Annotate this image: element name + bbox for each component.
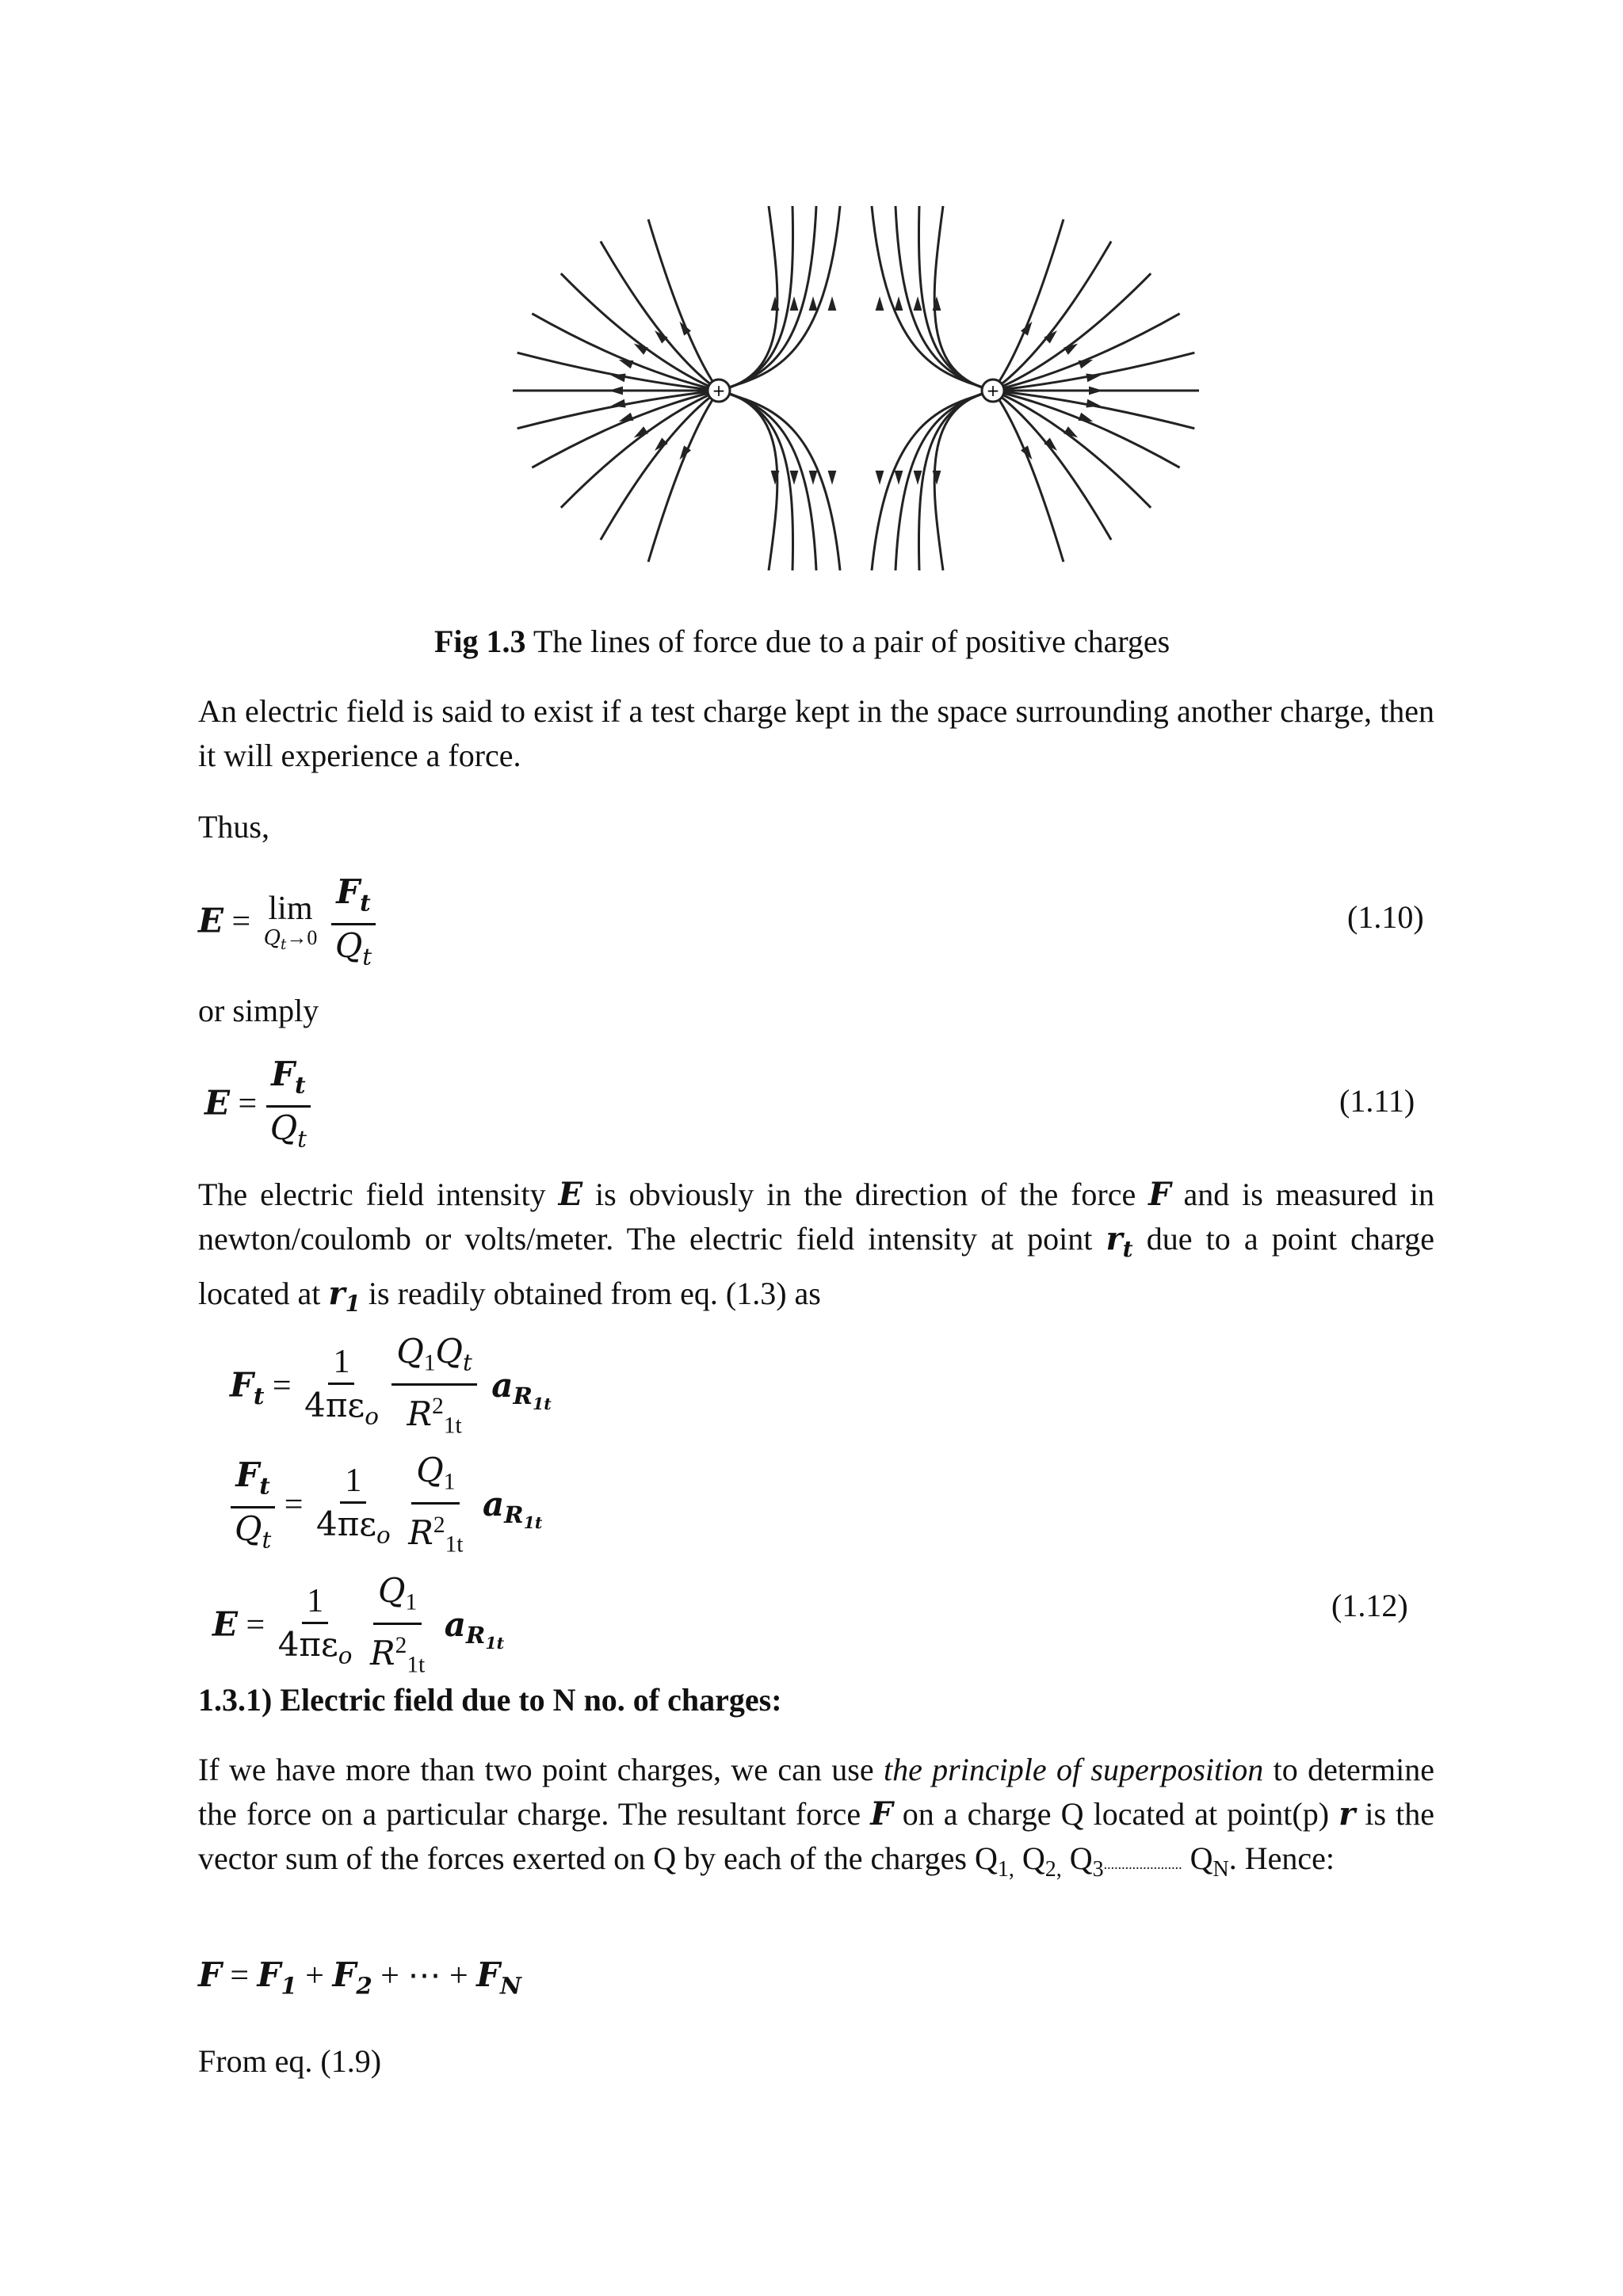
field-line-left-outer [532,314,719,391]
field-line-right-outer [993,273,1151,391]
from-eq-text: From eq. (1.9) [198,2043,382,2079]
field-line-left-inner-bottom [719,391,816,570]
field-arrow [1089,387,1103,395]
field-line-left-inner-top [719,206,777,391]
field-line-left-inner-bottom [719,391,793,570]
paragraph-field-intensity: The electric field intensity E is obviously in the direction of the force F and is measured in newton/coulomb or volts/meter. The electric field intensity at point $r_t$ due to a point charge located at $r_1$ is readily obtained from eq. (1.3) as [198,1176,1435,1317]
field-line-left-outer [517,353,719,391]
field-arrow [1079,360,1094,368]
field-line-left-inner-bottom [719,391,840,570]
field-arrow [619,360,634,368]
thus-text: Thus, [198,809,269,845]
field-arrow [876,471,884,485]
equation-1-12: E = $\frac{1}{4\pi\varepsilon_o}$ $\frac{Q_1}{R^2_{1t}}$ $a_{R_{1t}}$ [212,1571,505,1678]
field-line-right-outer [993,242,1111,391]
equation-force-per-charge: $\frac{F_t}{Q_t}$ = $\frac{1}{4\pi\varepsilon_o}$ $\frac{Q_1}{R^2_{1t}}$ $a_{R_{1t}}$ [230,1450,542,1566]
field-line-left-outer [648,219,719,391]
field-arrow [914,471,922,485]
figure-caption-text: The lines of force due to a pair of positive charges [525,624,1170,659]
field-line-right-inner-top [872,206,993,391]
equation-number-1-10: (1.10) [1347,899,1424,935]
field-arrow [809,471,818,485]
field-line-left-inner-top [719,206,816,391]
field-arrow [790,471,799,485]
field-lines-figure [491,206,1205,570]
equation-1-11: E = $\frac{F_t}{Q_t}$ [204,1054,311,1160]
left-charge-sign: + [712,381,726,400]
field-line-left-outer [532,391,719,467]
field-line-left-inner-bottom [719,391,777,570]
field-arrow [790,296,799,311]
field-line-left-inner-top [719,206,840,391]
field-line-right-outer [993,391,1111,540]
figure-caption-label: Fig 1.3 [434,624,526,659]
field-line-right-outer [993,391,1064,562]
field-line-right-outer [993,391,1194,429]
equation-1-10: E = lim $Q_t\to 0$ $\frac{F_t}{Q_t}$ [198,871,376,978]
field-arrow [876,296,884,311]
equation-number-1-12: (1.12) [1331,1588,1408,1623]
field-arrow [895,296,903,311]
figure-caption [434,620,1170,664]
field-arrow [828,296,837,311]
field-arrow [809,296,818,311]
field-line-right-inner-top [896,206,993,391]
section-heading: 1.3.1) Electric field due to N no. of charges: [198,1682,782,1718]
paragraph-superposition: If we have more than two point charges, we can use the principle of superposition to determine the force on a particular charge. The resultant force F on a charge Q located at point(p) r is the vector sum of the forces exerted on Q by each of the charges $Q_{1,}$ $Q_{2,}$ $Q_3$...................... $Q_N$. Hence: [198,1752,1435,1882]
field-line-right-inner-top [934,206,993,391]
fraction-ft-qt: $\frac{F_t}{Q_t}$ [330,871,376,978]
equation-force-test-charge: $F_t$ = $\frac{1}{4\pi\varepsilon_o}$ $\frac{Q_1Q_t}{R^2_{1t}}$ $a_{R_{1t}}$ [230,1332,552,1439]
paragraph-field-definition: An electric field is said to exist if a test charge kept in the space surrounding another charge, then it will experience a force. [198,693,1434,773]
field-line-left-outer [601,391,719,540]
field-arrow [828,471,837,485]
field-line-right-outer [993,391,1151,508]
field-line-right-outer [993,353,1194,391]
field-line-right-inner-bottom [896,391,993,570]
field-arrow [619,413,634,421]
field-line-left-outer [517,391,719,429]
field-line-left-outer [648,391,719,562]
field-arrow [609,387,623,395]
field-arrow [1079,413,1094,421]
equation-number-1-11: (1.11) [1339,1083,1415,1119]
or-simply-text: or simply [198,993,319,1028]
field-line-right-outer [993,219,1064,391]
field-line-left-outer [561,391,719,508]
lim-operator: lim [268,891,313,928]
right-charge-sign: + [986,381,1000,400]
field-line-right-outer [993,314,1180,391]
field-line-right-inner-bottom [872,391,993,570]
field-arrow [914,296,922,311]
field-line-right-inner-bottom [934,391,993,570]
field-arrow [895,471,903,485]
field-line-right-outer [993,391,1180,467]
equation-force-sum: $F = F_1 + F_2$ + ⋯ + $F_N$ [198,1955,521,2000]
field-line-left-outer [601,242,719,391]
field-line-left-outer [561,273,719,391]
field-line-right-inner-bottom [918,391,993,570]
